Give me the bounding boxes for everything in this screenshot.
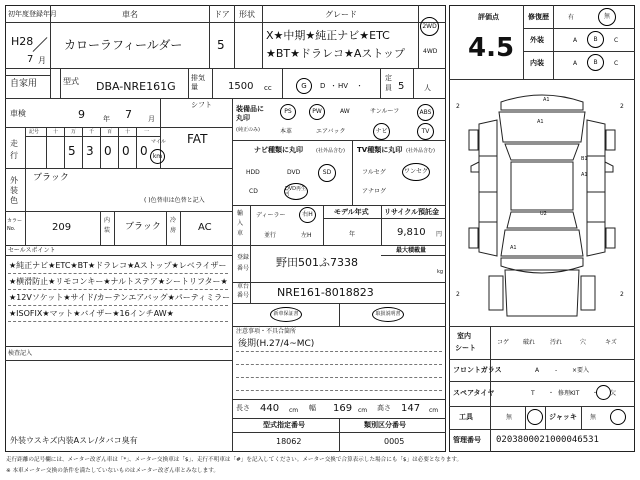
length-value: 440 bbox=[260, 403, 280, 414]
front-glass-a: A bbox=[535, 367, 540, 374]
mileage-digit-4: 0 bbox=[122, 144, 130, 158]
shape-label: 形状 bbox=[239, 10, 255, 19]
first-reg-label: 初年度登録年月 bbox=[8, 10, 57, 18]
warranty-circle: 新車保証書 bbox=[270, 307, 302, 322]
jack-selection-circle bbox=[610, 409, 626, 425]
mileage-digit-5: 0 bbox=[140, 144, 148, 158]
spare-tire-t: T bbox=[531, 390, 535, 397]
damage-a1-bottom: A1 bbox=[510, 245, 517, 251]
import-right-handle-circle: 右H bbox=[299, 207, 316, 223]
spare-tire-label: スペアタイヤ bbox=[453, 389, 495, 397]
mileage-head-1: 十 bbox=[53, 129, 59, 135]
exterior-a: A bbox=[573, 37, 578, 44]
tools-selection-circle bbox=[527, 409, 543, 425]
inspector-note-label: 検査記入 bbox=[8, 350, 33, 357]
jack-none: 無 bbox=[590, 414, 597, 421]
equip-leather: 本革 bbox=[280, 128, 293, 135]
height-unit: cm bbox=[429, 407, 439, 414]
mileage-unit-mile: マイル bbox=[151, 139, 166, 145]
repair-yes: 有 bbox=[568, 14, 575, 21]
width-label: 幅 bbox=[309, 404, 316, 412]
drive-2wd-circle: 2WD bbox=[420, 17, 439, 36]
interior-label: 内装 bbox=[530, 59, 544, 67]
mileage-head-sign: 記号 bbox=[29, 129, 40, 135]
tv-fullseg: フルセグ bbox=[362, 169, 386, 176]
interior-color-label-2: 装 bbox=[104, 227, 111, 234]
tv-type-title: TV種類に丸印 bbox=[357, 146, 403, 154]
seat-tear: 破れ bbox=[523, 339, 536, 346]
designation-label: 型式指定番号 bbox=[263, 421, 305, 429]
equip-ps-circle: PS bbox=[280, 104, 296, 120]
interior-a: A bbox=[573, 60, 578, 67]
spare-tire-none: 欠 bbox=[610, 390, 617, 397]
car-damage-diagram bbox=[449, 80, 635, 326]
ac-value: AC bbox=[198, 222, 212, 233]
front-glass-x: ×要入 bbox=[572, 367, 590, 374]
fuel-d: D bbox=[320, 82, 326, 90]
seat-label-2: シート bbox=[455, 344, 476, 352]
inspector-note-text: 外装ウスキズ内装Aスレ/タバコ臭有 bbox=[10, 436, 138, 445]
inspection-month: 7 bbox=[125, 108, 132, 121]
spare-tire-sep2: ・ bbox=[592, 390, 599, 397]
mileage-head-4: 百 bbox=[107, 129, 113, 135]
shift-label: シフト bbox=[191, 101, 212, 109]
drive-4wd: 4WD bbox=[423, 48, 438, 55]
first-reg-month-unit: 月 bbox=[38, 56, 46, 65]
tv-oneseg-circle: ワンセグ bbox=[402, 163, 430, 181]
recycle-label: リサイクル預託金 bbox=[384, 208, 440, 216]
mileage-digit-1: 5 bbox=[68, 144, 76, 158]
first-reg-month: 7 bbox=[27, 54, 34, 65]
sales-point-line-3: ★12Vソケット★サイド/カーテンエアバッグ★パーティミラー bbox=[9, 293, 231, 302]
front-glass-sep: - bbox=[555, 367, 558, 374]
jack-label: ジャッキ bbox=[549, 413, 577, 421]
type-value: DBA-NRE161G bbox=[96, 80, 176, 93]
exterior-c: C bbox=[614, 37, 619, 44]
usage-value: 自家用 bbox=[10, 79, 38, 89]
mileage-head-5: 十 bbox=[125, 129, 131, 135]
max-load-unit: kg bbox=[437, 269, 444, 275]
equip-sunroof: サンルーフ bbox=[370, 108, 400, 115]
interior-color-label-1: 内 bbox=[104, 217, 111, 224]
displacement-unit: cc bbox=[264, 84, 272, 92]
model-year-label: モデル年式 bbox=[334, 208, 369, 216]
seat-burn: コゲ bbox=[497, 339, 510, 346]
tv-analog: アナログ bbox=[362, 188, 387, 195]
notes-label: 注意事項・不具合箇所 bbox=[236, 328, 297, 335]
interior-c: C bbox=[614, 60, 619, 67]
equipment-label-2: 丸印 bbox=[236, 114, 250, 122]
equip-abs-circle: ABS bbox=[417, 104, 434, 121]
import-label-1: 輸 bbox=[237, 210, 244, 217]
inspection-year: 9 bbox=[78, 108, 85, 121]
first-reg-year: H28 bbox=[11, 35, 34, 48]
inspection-label: 車検 bbox=[10, 109, 26, 118]
car-name-value: カローラフィールダー bbox=[64, 38, 183, 52]
capacity-label-1: 定 bbox=[385, 74, 392, 82]
inspection-month-unit: 月 bbox=[148, 115, 155, 123]
mileage-head-6: 一 bbox=[144, 129, 150, 135]
damage-a1-side: A1 bbox=[581, 172, 588, 178]
front-glass-label: フロントガラス bbox=[453, 366, 502, 374]
tools-none: 無 bbox=[506, 414, 513, 421]
import-label-3: 車 bbox=[237, 230, 244, 237]
height-label: 高さ bbox=[377, 404, 391, 412]
damage-b1: B1 bbox=[581, 156, 588, 162]
navi-dvd: DVD bbox=[287, 169, 301, 176]
color-label-1: 外 bbox=[10, 176, 18, 185]
seat-scratch: キズ bbox=[605, 339, 617, 346]
capacity-value: 5 bbox=[398, 81, 405, 92]
fuel-sep2: ・ bbox=[356, 82, 363, 90]
shift-value: FAT bbox=[187, 132, 208, 146]
navi-type-title: ナビ種類に丸印 bbox=[254, 146, 303, 154]
equipment-label-1: 装備品に bbox=[236, 105, 264, 113]
spare-tire-sep1: ・ bbox=[548, 390, 555, 397]
capacity-unit: 人 bbox=[424, 84, 431, 92]
management-value: 0203800021000046531 bbox=[496, 435, 599, 445]
tools-label: 工具 bbox=[459, 413, 473, 421]
navi-sd-circle: SD bbox=[318, 164, 336, 182]
length-label: 長さ bbox=[236, 404, 250, 412]
seat-label-1: 室内 bbox=[457, 332, 471, 340]
navi-cd: CD bbox=[249, 188, 258, 195]
score-value: 4.5 bbox=[468, 33, 515, 63]
repair-no-circle: 無 bbox=[598, 8, 616, 26]
capacity-label-2: 員 bbox=[385, 84, 392, 92]
spare-tire-kit: 修理KIT bbox=[558, 390, 580, 397]
color-label-3: 色 bbox=[10, 196, 18, 205]
management-label: 管理番号 bbox=[453, 436, 481, 444]
import-left-handle: 左H bbox=[301, 232, 312, 239]
sales-point-line-2: ★横滑防止★リモコンキー★ナルトステア★シートリフター★ bbox=[9, 277, 228, 286]
navi-dvd-play-circle: DVD再生可 bbox=[284, 183, 308, 200]
mileage-head-2: 万 bbox=[71, 129, 77, 135]
model-year-unit: 年 bbox=[349, 231, 356, 238]
exterior-color-value: ブラック bbox=[33, 173, 69, 183]
interior-b-circle: B bbox=[587, 54, 604, 71]
mileage-digit-3: 0 bbox=[104, 144, 112, 158]
mileage-digit-2: 3 bbox=[86, 144, 94, 158]
mileage-unit-km-circle: km bbox=[150, 149, 165, 164]
spare-tire-selection-circle bbox=[596, 385, 611, 400]
color-change-note: ( )色替車は色替と記入 bbox=[144, 197, 205, 204]
registration-label-2: 番号 bbox=[237, 265, 250, 272]
designation-value: 18062 bbox=[276, 437, 302, 446]
mileage-label-1: 走 bbox=[10, 139, 18, 148]
ac-label-2: 房 bbox=[170, 227, 177, 234]
chassis-value: NRE161-8018823 bbox=[277, 286, 374, 299]
color-code-value: 209 bbox=[52, 222, 72, 233]
chassis-label-1: 車台 bbox=[237, 283, 250, 290]
interior-color-value: ブラック bbox=[125, 222, 161, 232]
damage-a1-front: A1 bbox=[543, 97, 550, 103]
sales-point-line-1: ★純正ナビ★ETC★BT★ドラレコ★Aストップ★レベライザー bbox=[9, 261, 227, 270]
score-label: 評価点 bbox=[478, 13, 499, 21]
registration-value: 野田501ふ7338 bbox=[276, 256, 358, 269]
sales-point-line-4: ★ISOFIX★マット★バイザー★16インチAW★ bbox=[9, 309, 174, 318]
grade-line1: X★中期★純正ナビ★ETC bbox=[266, 29, 390, 42]
footer-note-1: 走行距離の記号欄には、メーター改ざん車は「*」、メーター交換車は「$」、走行不明車は「#」を記入してください。メーター交換で合算表示した場合にも「$」は必要となります。 bbox=[6, 457, 463, 463]
ac-label-1: 冷 bbox=[170, 217, 177, 224]
class-value: 0005 bbox=[384, 437, 405, 446]
displacement-label: 排気量 bbox=[191, 74, 205, 91]
mileage-label-2: 行 bbox=[10, 151, 18, 160]
displacement-value: 1500 bbox=[228, 81, 254, 92]
recycle-unit: 円 bbox=[436, 231, 443, 238]
import-label-2: 入 bbox=[237, 220, 244, 227]
footer-note-2: ※ 本車メーター交換の条件を満たしていないものはメーター改ざん車とみなします。 bbox=[6, 468, 219, 474]
sales-point-label: セールスポイント bbox=[8, 247, 56, 254]
height-value: 147 bbox=[401, 403, 421, 414]
doors-label: ドア bbox=[214, 10, 230, 19]
navi-hdd: HDD bbox=[246, 169, 260, 176]
import-dealer: ディーラー bbox=[256, 212, 286, 219]
color-code-label: カラー No. bbox=[7, 218, 23, 232]
class-label: 類別区分番号 bbox=[364, 421, 406, 429]
exterior-b-circle: B bbox=[587, 31, 604, 48]
max-load-label: 最大積載量 bbox=[396, 247, 427, 254]
inspection-year-unit: 年 bbox=[103, 115, 110, 123]
fuel-hv: HV bbox=[338, 82, 349, 90]
equip-airbag: エアバック bbox=[316, 128, 346, 135]
recycle-value: 9,810 bbox=[397, 227, 426, 238]
grade-label: グレード bbox=[325, 10, 357, 19]
equipment-label-3: (純正のみ) bbox=[236, 127, 260, 133]
chassis-label-2: 番号 bbox=[237, 292, 250, 299]
damage-u2: U2 bbox=[540, 211, 547, 217]
equip-pw-circle: PW bbox=[309, 104, 325, 120]
fuel-sep1: ・ bbox=[330, 82, 337, 90]
length-unit: cm bbox=[289, 407, 299, 414]
diagram-num-right-2: 2 bbox=[620, 291, 624, 298]
import-parallel: 並行 bbox=[264, 232, 277, 239]
diagram-num-left-1: 2 bbox=[456, 103, 460, 110]
doors-value: 5 bbox=[217, 38, 225, 52]
equip-tv-circle: TV bbox=[417, 123, 434, 140]
navi-type-note: (社外品含む) bbox=[316, 148, 345, 154]
tv-type-note: (社外品含む) bbox=[406, 148, 435, 154]
mileage-head-3: 千 bbox=[89, 129, 95, 135]
color-label-2: 装 bbox=[10, 186, 18, 195]
equip-navi-circle: ナビ bbox=[373, 123, 390, 140]
repair-label: 修復歴 bbox=[528, 13, 549, 21]
diagram-num-left-2: 2 bbox=[456, 291, 460, 298]
fuel-g-circle: G bbox=[296, 78, 312, 94]
exterior-label: 外装 bbox=[530, 36, 544, 44]
registration-label-1: 登録 bbox=[237, 254, 250, 261]
width-unit: cm bbox=[358, 407, 368, 414]
type-label: 型式 bbox=[63, 77, 79, 86]
seat-hole: 穴 bbox=[580, 339, 587, 346]
car-name-label: 車名 bbox=[122, 10, 138, 19]
notes-text: 後期(H.27/4~MC) bbox=[238, 339, 315, 349]
equip-aw: AW bbox=[340, 108, 350, 115]
diagram-num-right-1: 2 bbox=[620, 103, 624, 110]
seat-dirt: 汚れ bbox=[550, 339, 563, 346]
manual-circle: 取扱説明書 bbox=[372, 307, 404, 322]
width-value: 169 bbox=[333, 403, 353, 414]
grade-line2: ★BT★ドラレコ★Aストップ bbox=[266, 47, 406, 60]
damage-a1-roof: A1 bbox=[537, 119, 544, 125]
